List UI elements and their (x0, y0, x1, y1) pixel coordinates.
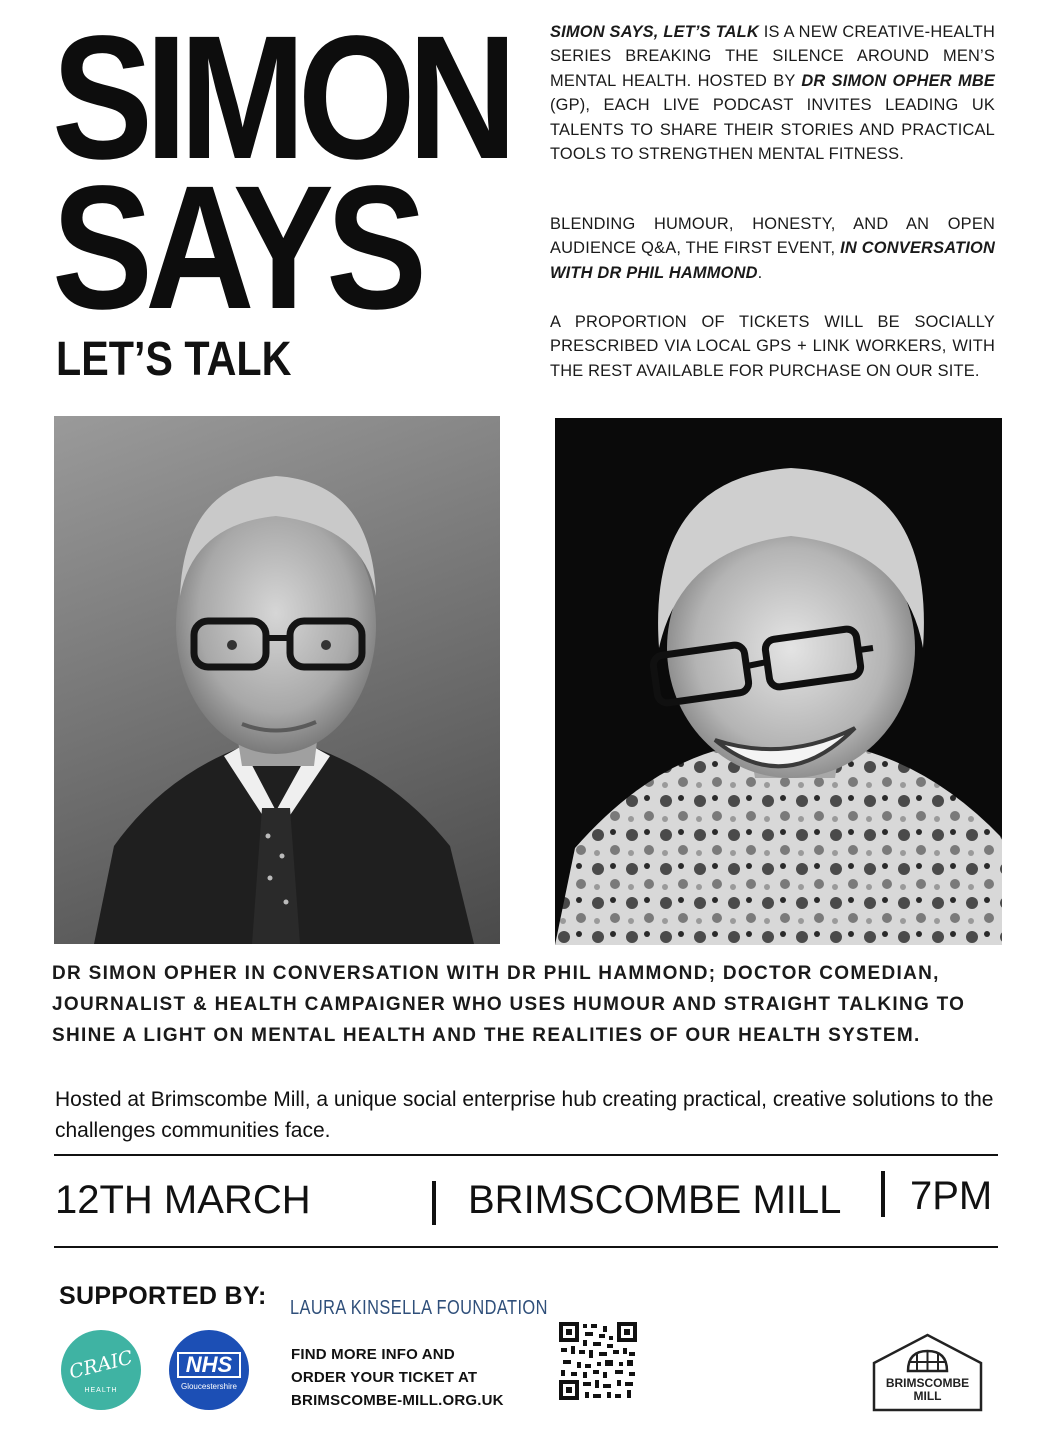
separator-bar-2 (881, 1171, 885, 1217)
laura-kinsella-foundation-logo: LAURA KINSELLA FOUNDATION (290, 1297, 548, 1319)
title-line-1: SIMON (52, 0, 510, 196)
ticket-info-line-2: ORDER YOUR TICKET AT (291, 1369, 478, 1386)
craic-health-logo (61, 1330, 141, 1410)
intro-text-4: . (757, 263, 763, 282)
conversation-description: DR SIMON OPHER IN CONVERSATION WITH DR PHIL HAMMOND; DOCTOR COMEDIAN, JOURNALIST & HEALTH CAMPAIGNER WHO USES HUMOUR AND STRAIGHT TALKING TO SHINE A LIGHT ON MENTAL HEALTH AND THE REALITIES OF OUR HEALTH SYSTEM. (52, 963, 966, 1046)
event-time: 7PM (910, 1174, 993, 1218)
portrait-1-image (54, 416, 500, 944)
intro-paragraph-2 (550, 212, 995, 285)
qr-code-icon[interactable] (559, 1322, 637, 1400)
intro-host-name: DR SIMON OPHER MBE (801, 71, 995, 90)
divider-top (54, 1154, 998, 1156)
craic-logo-subtext: HEALTH (84, 1387, 118, 1394)
brimscombe-logo-line-2: MILL (913, 1389, 942, 1403)
photo-phil-hammond (555, 418, 1002, 945)
divider-bottom (54, 1246, 998, 1248)
intro-text-3: BLENDING HUMOUR, HONESTY, AND AN OPEN AUDIENCE Q&A, THE FIRST EVENT, (550, 215, 995, 258)
nhs-logo-text: NHS (177, 1352, 241, 1378)
portrait-2-image (555, 418, 1002, 945)
intro-paragraph-1 (550, 20, 995, 166)
hosted-description: Hosted at Brimscombe Mill, a unique social enterprise hub creating practical, creative solutions to the challenges communities face. (55, 1088, 994, 1142)
brimscombe-logo-line-1: BRIMSCOMBE (885, 1376, 970, 1390)
photo-simon-opher (54, 416, 500, 944)
supported-by-heading: SUPPORTED BY: (59, 1282, 267, 1310)
nhs-gloucestershire-logo (169, 1330, 249, 1410)
craic-logo-text: CRAIC (66, 1346, 135, 1384)
event-date: 12TH MARCH (55, 1178, 311, 1222)
ticket-info-line-1: FIND MORE INFO AND (291, 1346, 455, 1363)
title-line-2: SAYS (52, 150, 420, 346)
intro-text-2: (GP), EACH LIVE PODCAST INVITES LEADING UK TALENTS TO SHARE THEIR STORIES AND PRACTICAL TOOLS TO STRENGTHEN MENTAL FITNESS. (550, 96, 995, 164)
ticket-info-url[interactable]: BRIMSCOMBE-MILL.ORG.UK (291, 1392, 504, 1409)
intro-event-name: IN CONVERSATION WITH DR PHIL HAMMOND (550, 239, 995, 282)
title-subtitle: LET’S TALK (56, 333, 292, 386)
ticket-info (291, 1343, 504, 1412)
brimscombe-mill-logo-text (872, 1377, 983, 1403)
separator-bar-1 (432, 1181, 436, 1225)
nhs-logo-subtext: Gloucestershire (180, 1382, 238, 1391)
intro-text-1: IS A NEW CREATIVE-HEALTH SERIES BREAKING THE SILENCE AROUND MEN’S MENTAL HEALTH. HOSTED BY (550, 23, 995, 90)
intro-series-name: SIMON SAYS, LET’S TALK (550, 23, 759, 41)
event-venue: BRIMSCOMBE MILL (468, 1178, 842, 1222)
intro-paragraph-3: A PROPORTION OF TICKETS WILL BE SOCIALLY PRESCRIBED VIA LOCAL GPS + LINK WORKERS, WITH THE REST AVAILABLE FOR PURCHASE ON OUR SITE. (550, 313, 995, 380)
